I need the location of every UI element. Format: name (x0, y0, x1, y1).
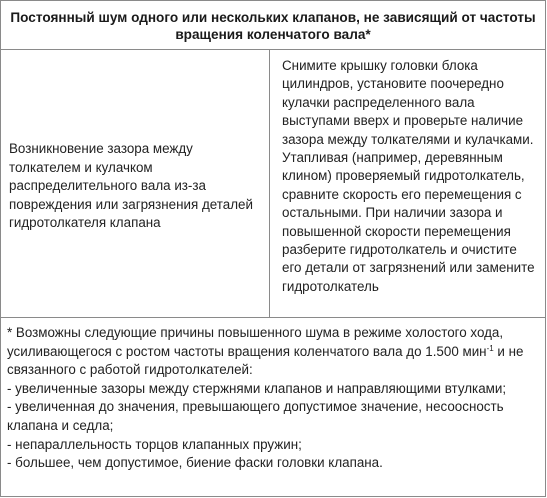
footnote-intro-end: и не связанного с работой гидротолкателей: (7, 343, 524, 378)
footnote-item: - увеличенная до значения, превышающего допустимое значение, несоосность клапана и седла; (7, 399, 504, 433)
table-row (1, 50, 545, 318)
remedy-text: Снимите крышку головки блока цилиндров, установите поочередно кулачки распределенного вала выступами вверх и проверьте наличие зазора между толкателями и кулачками. Утапливая (например, деревянным клином) проверяемый гидротолкатель, сравните скорость его перемещения с остальными. При наличии зазора и повышенной скорости перемещения разберите гидротолкатель и очистите его детали от загрязнений или замените гидротолкатель (282, 58, 535, 294)
footnote (1, 318, 545, 473)
footnote-intro (7, 324, 537, 380)
cause-cell (1, 50, 270, 317)
footnote-item: - непараллельность торцов клапанных пружин; (7, 436, 302, 452)
footnote-item: - большее, чем допустимое, биение фаски головки клапана. (7, 455, 383, 471)
footnote-item: - увеличенные зазоры между стержнями клапанов и направляющими втулками; (7, 380, 507, 396)
remedy-cell (270, 50, 545, 317)
table-header (1, 1, 545, 50)
cause-text: Возникновение зазора между толкателем и кулачком распределительного вала из-за повреждения или загрязнения деталей гидротолкателя клапана (9, 141, 253, 231)
footnote-superscript: -1 (486, 343, 494, 353)
footnote-intro-start: * Возможны следующие причины повышенного шума в режиме холостого хода, усиливающегося с ростом частоты вращения коленчатого вала до 1.500 мин (7, 325, 504, 359)
header-title: Постоянный шум одного или нескольких клапанов, не зависящий от частоты вращения коленчатого вала* (10, 10, 536, 42)
